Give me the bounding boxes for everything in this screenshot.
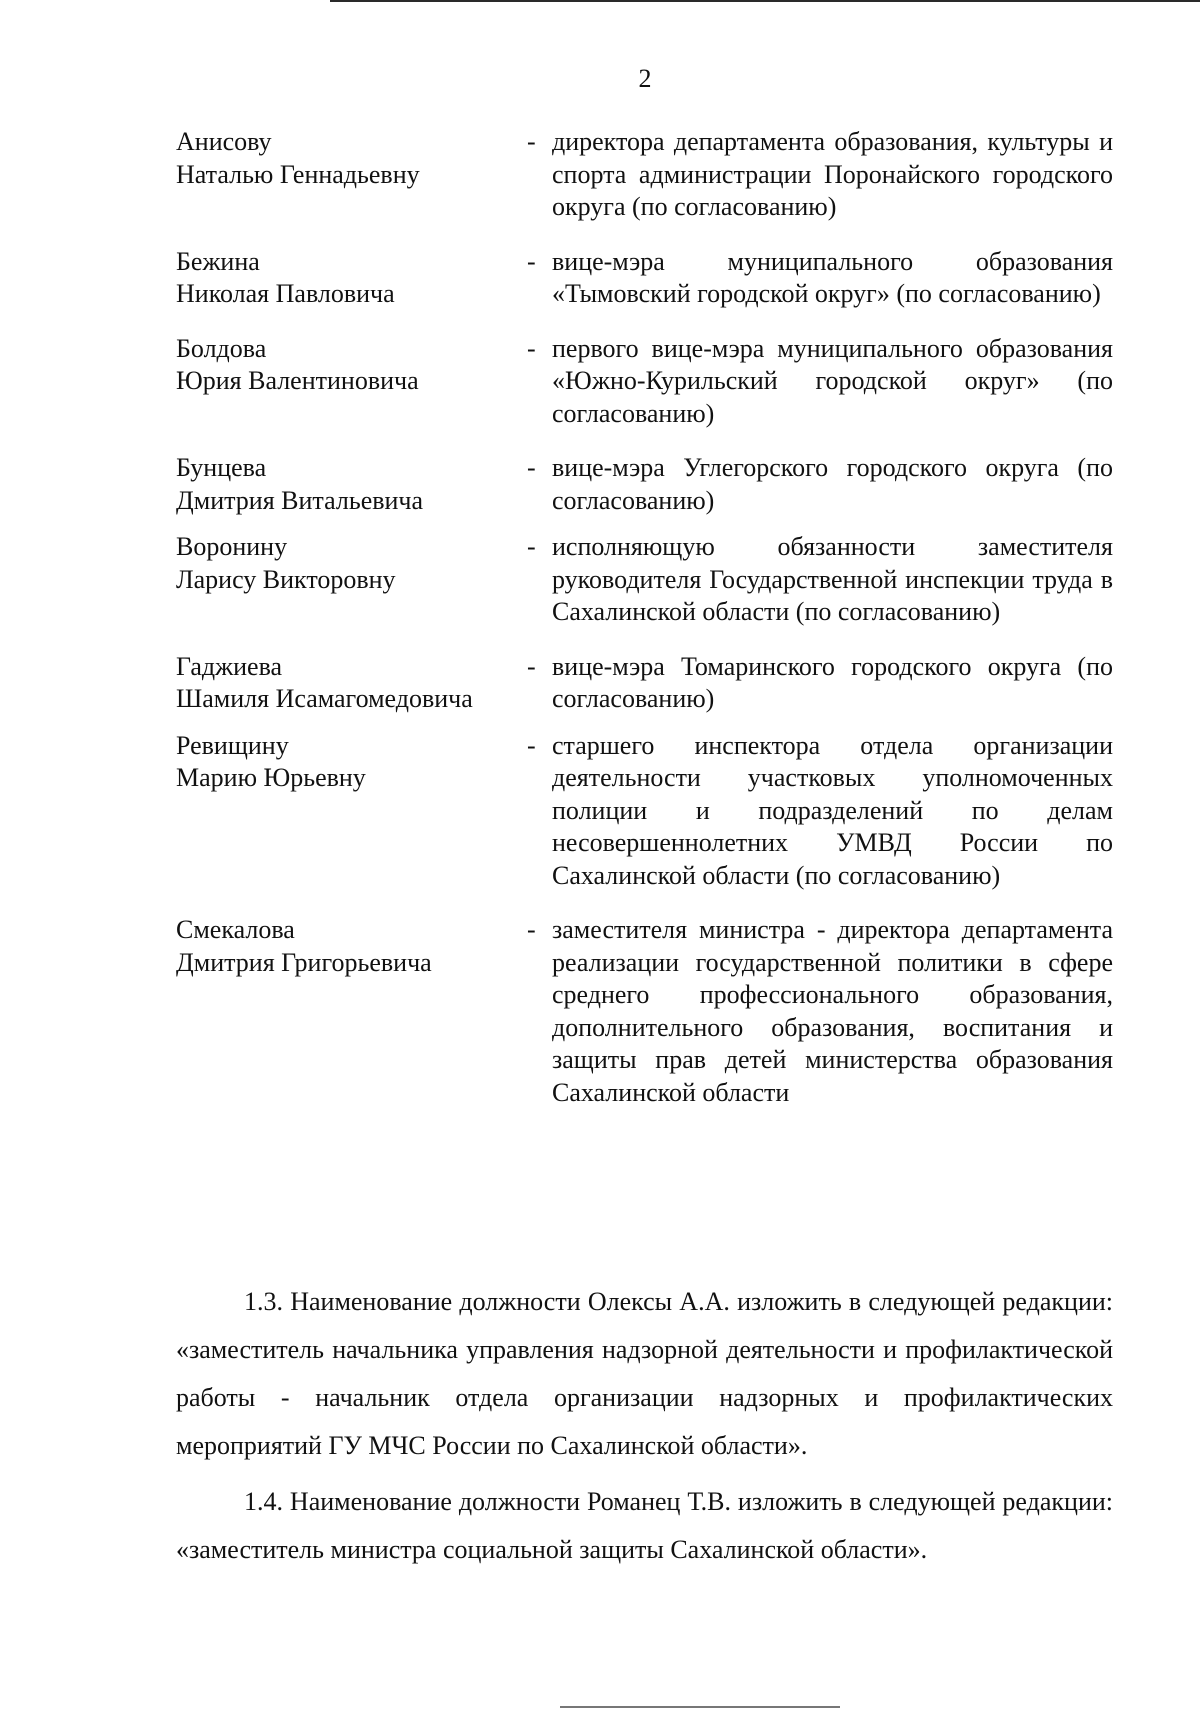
position-text: вице-мэра муниципального образования «Тымовский городской округ» (по согласованию) xyxy=(552,246,1113,308)
given-names: Марию Юрьевну xyxy=(176,763,366,792)
top-scan-border xyxy=(330,0,1200,2)
given-names: Наталью Геннадьевну xyxy=(176,159,420,189)
person-name xyxy=(176,246,527,311)
person-name xyxy=(176,333,527,431)
given-names: Шамиля Исамагомедовича xyxy=(176,684,473,713)
position-text: вице-мэра Томаринского городского округа (по согласованию) xyxy=(552,651,1113,713)
dash-separator: - xyxy=(527,651,536,681)
given-names: Дмитрия Григорьевича xyxy=(176,947,432,977)
bottom-scan-border xyxy=(560,1706,840,1708)
list-item xyxy=(176,914,1113,1109)
paragraph-1-3: 1.3. Наименование должности Олексы А.А. изложить в следующей редакции: «заместитель начальника управления надзорной деятельности и профилактической работы - начальник отдела организации надзорных и профилактических мероприятий ГУ МЧС России по Сахалинской области». xyxy=(176,1287,1113,1460)
surname: Бунцева xyxy=(176,453,267,482)
given-names: Ларису Викторовну xyxy=(176,564,396,594)
person-name xyxy=(176,126,527,224)
surname: Болдова xyxy=(176,333,267,363)
surname: Бежина xyxy=(176,246,260,276)
person-name xyxy=(176,730,527,893)
list-item xyxy=(176,531,1113,629)
dash-separator: - xyxy=(527,127,536,156)
person-name xyxy=(176,651,527,716)
list-item xyxy=(176,126,1113,224)
given-names: Николая Павловича xyxy=(176,279,395,308)
position-text: вице-мэра Углегорского городского округа (по согласованию) xyxy=(552,453,1113,515)
surname: Анисову xyxy=(176,127,272,156)
position-text: директора департамента образования, культуры и спорта администрации Поронайского городского округа (по согласованию) xyxy=(552,127,1113,221)
surname: Гаджиева xyxy=(176,651,283,681)
page-number: 2 xyxy=(638,64,652,93)
list-item xyxy=(176,246,1113,311)
dash-separator: - xyxy=(527,453,536,482)
dash-separator: - xyxy=(527,730,536,760)
person-name xyxy=(176,914,527,1109)
appointment-list xyxy=(176,126,1113,1131)
surname: Воронину xyxy=(176,532,288,561)
given-names: Юрия Валентиновича xyxy=(176,366,419,395)
dash-separator: - xyxy=(527,246,536,276)
list-item xyxy=(176,333,1113,431)
dash-separator: - xyxy=(527,532,536,561)
position-text: заместителя министра - директора департамента реализации государственной политики в сфере среднего профессионального образования, дополнительного образования, воспитания и защиты прав детей министерства образования Сахалинской области xyxy=(552,915,1113,1107)
dash-separator: - xyxy=(527,915,536,944)
surname: Смекалова xyxy=(176,915,295,944)
surname: Ревищину xyxy=(176,730,289,760)
position-text: старшего инспектора отдела организации деятельности участковых уполномоченных полиции и подразделений по делам несовершеннолетних УМВД России по Сахалинской области (по согласованию) xyxy=(552,730,1113,890)
list-item xyxy=(176,651,1113,716)
list-item xyxy=(176,452,1113,517)
dash-separator: - xyxy=(527,333,536,363)
person-name xyxy=(176,531,527,629)
position-text: исполняющую обязанности заместителя руководителя Государственной инспекции труда в Сахалинской области (по согласованию) xyxy=(552,532,1113,626)
person-name xyxy=(176,452,527,517)
list-item xyxy=(176,730,1113,893)
position-text: первого вице-мэра муниципального образования «Южно-Курильский городской округ» (по согласованию) xyxy=(552,333,1113,428)
paragraph-1-4: 1.4. Наименование должности Романец Т.В. изложить в следующей редакции: «заместитель министра социальной защиты Сахалинской области». xyxy=(176,1487,1113,1564)
given-names: Дмитрия Витальевича xyxy=(176,485,424,515)
